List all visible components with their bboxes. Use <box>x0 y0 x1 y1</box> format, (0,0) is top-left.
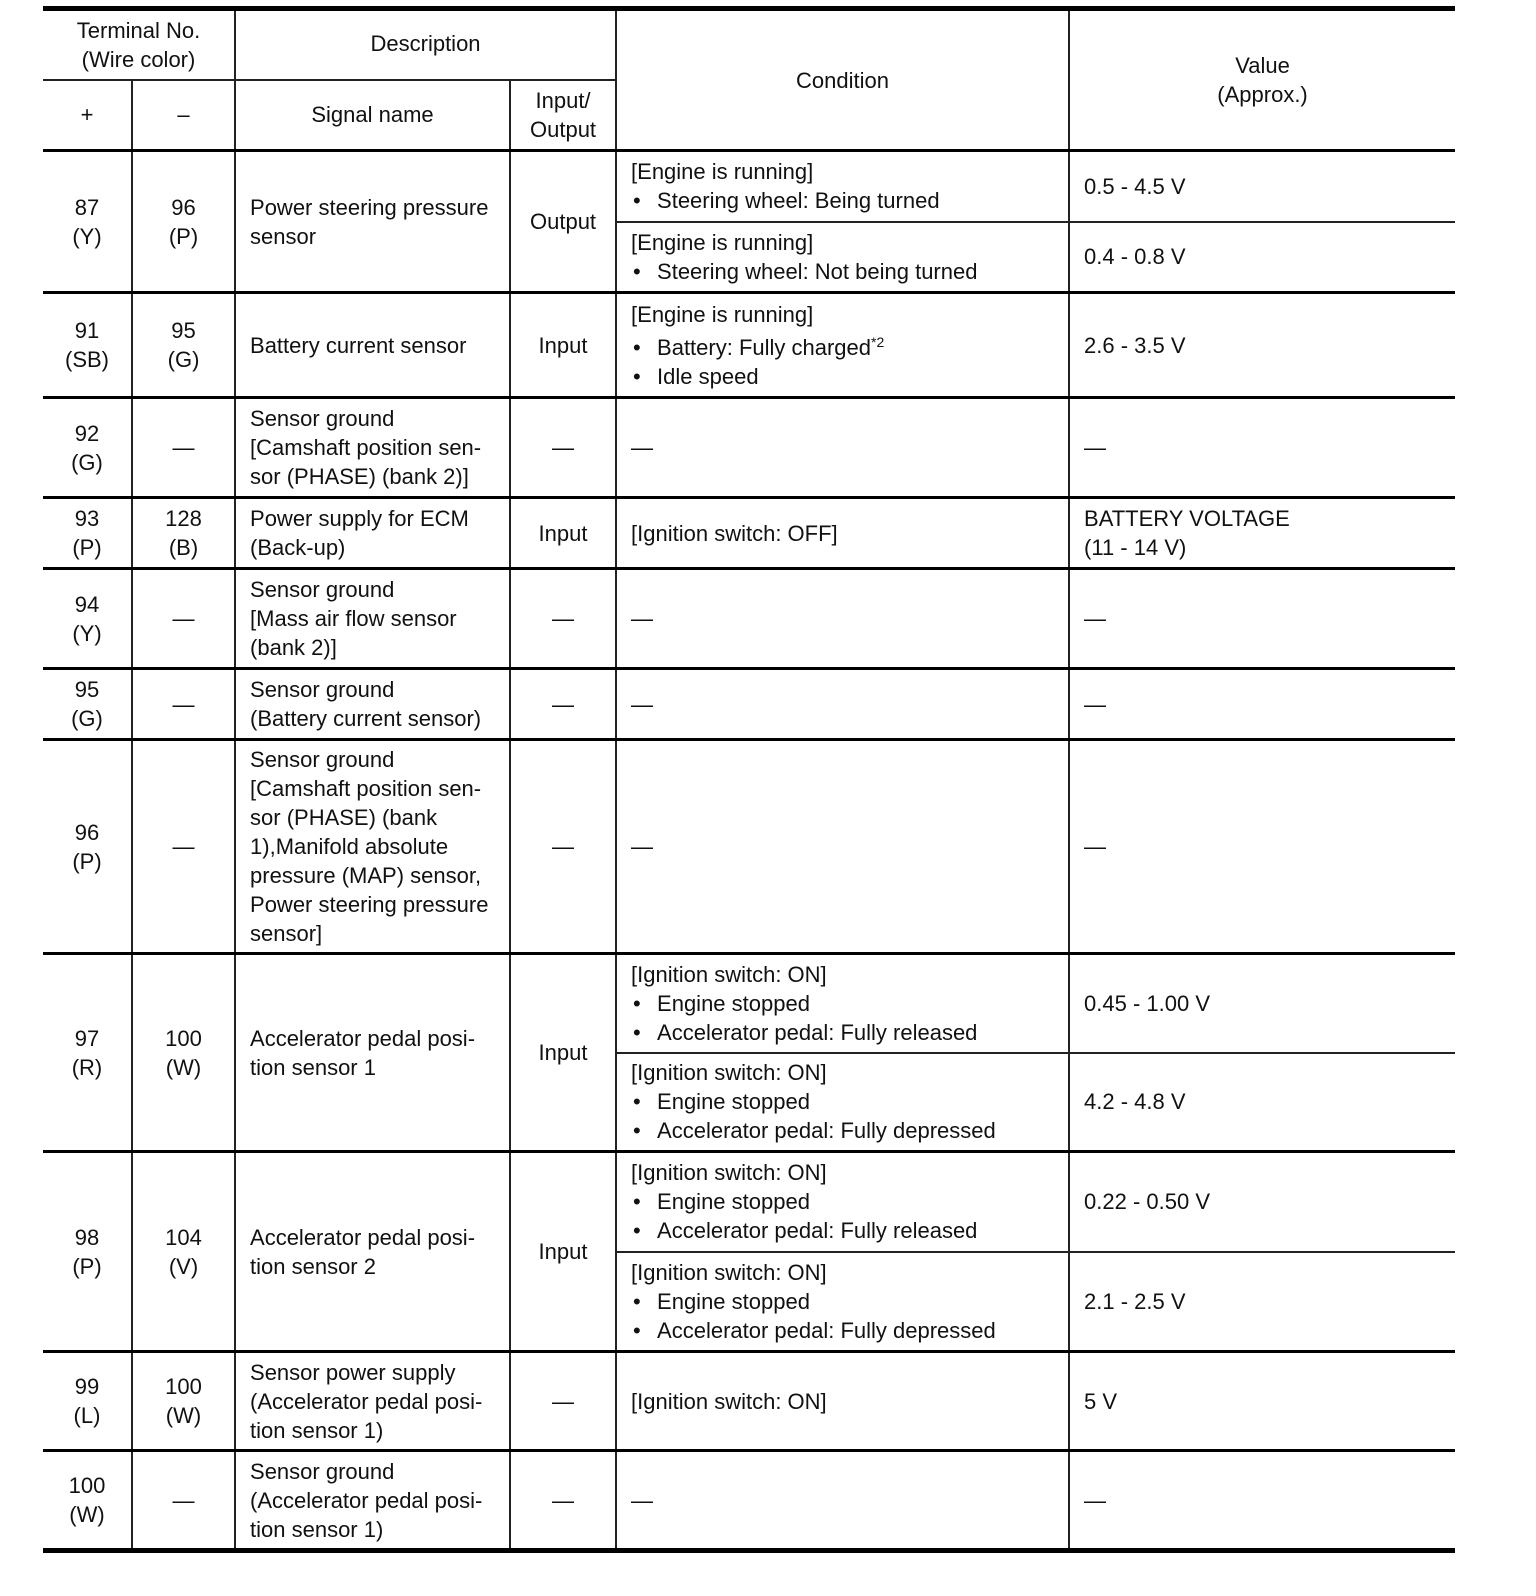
signal-name: Battery current sensor <box>235 293 510 398</box>
plus-terminal: 97 (R) <box>43 954 132 1152</box>
io-type: Output <box>510 151 616 293</box>
condition-cell: [Ignition switch: ON] • Engine stopped • Accelerator pedal: Fully released <box>616 1152 1069 1252</box>
signal-name: Accelerator pedal posi- tion sensor 1 <box>235 954 510 1152</box>
condition-cell: [Engine is running] • Steering wheel: Being turned <box>616 151 1069 222</box>
value-cell: — <box>1069 569 1455 669</box>
io-type: — <box>510 569 616 669</box>
signal-name: Sensor ground [Camshaft position sen- sor (PHASE) (bank 1),Manifold absolute pressure (MAP) sensor, Power steering pressure sensor] <box>235 740 510 954</box>
value-cell: — <box>1069 1451 1455 1551</box>
minus-terminal: — <box>132 569 235 669</box>
plus-terminal: 95 (G) <box>43 669 132 740</box>
terminal-table <box>43 6 1455 1553</box>
table-row <box>43 1152 1455 1252</box>
condition-header: Condition <box>616 9 1069 151</box>
wire-color-label: (Wire color) <box>81 46 196 72</box>
minus-terminal: 100 (W) <box>132 1352 235 1451</box>
table-row <box>43 398 1455 498</box>
value-cell: 0.5 - 4.5 V <box>1069 151 1455 222</box>
table-row <box>43 498 1455 569</box>
condition-cell: [Ignition switch: ON] • Engine stopped • Accelerator pedal: Fully depressed <box>616 1252 1069 1352</box>
minus-terminal: 128 (B) <box>132 498 235 569</box>
signal-name: Power supply for ECM (Back-up) <box>235 498 510 569</box>
table-row <box>43 669 1455 740</box>
table-row <box>43 569 1455 669</box>
value-cell: BATTERY VOLTAGE (11 - 14 V) <box>1069 498 1455 569</box>
value-cell: 0.45 - 1.00 V <box>1069 954 1455 1053</box>
io-type: Input <box>510 954 616 1152</box>
signal-name: Sensor ground [Mass air flow sensor (bank 2)] <box>235 569 510 669</box>
io-type: — <box>510 669 616 740</box>
io-label-1: Input/ <box>535 87 591 113</box>
value-cell: 4.2 - 4.8 V <box>1069 1053 1455 1152</box>
condition-cell: — <box>616 669 1069 740</box>
minus-terminal: 95 (G) <box>132 293 235 398</box>
value-cell: — <box>1069 740 1455 954</box>
io-type: — <box>510 1352 616 1451</box>
value-label: Value <box>1235 53 1290 78</box>
io-type: Input <box>510 293 616 398</box>
plus-terminal: 98 (P) <box>43 1152 132 1352</box>
terminal-header <box>43 9 235 80</box>
condition-cell: — <box>616 398 1069 498</box>
table-row <box>43 740 1455 954</box>
signal-name: Sensor power supply (Accelerator pedal posi- tion sensor 1) <box>235 1352 510 1451</box>
condition-cell: — <box>616 740 1069 954</box>
io-type: Input <box>510 498 616 569</box>
condition-cell: [Ignition switch: ON] • Engine stopped • Accelerator pedal: Fully released <box>616 954 1069 1053</box>
plus-terminal: 91 (SB) <box>43 293 132 398</box>
approx-label: (Approx.) <box>1217 82 1308 107</box>
io-type: Input <box>510 1152 616 1352</box>
io-label-2: Output <box>530 116 597 142</box>
condition-cell: — <box>616 1451 1069 1551</box>
condition-cell: [Ignition switch: OFF] <box>616 498 1069 569</box>
value-cell: 5 V <box>1069 1352 1455 1451</box>
signal-name: Sensor ground [Camshaft position sen- sor (PHASE) (bank 2)] <box>235 398 510 498</box>
value-header <box>1069 9 1455 151</box>
io-type: — <box>510 1451 616 1551</box>
table-row <box>43 151 1455 222</box>
plus-terminal: 100 (W) <box>43 1451 132 1551</box>
plus-terminal: 94 (Y) <box>43 569 132 669</box>
minus-terminal: 96 (P) <box>132 151 235 293</box>
plus-terminal: 96 (P) <box>43 740 132 954</box>
plus-header: + <box>43 80 132 151</box>
minus-header: – <box>132 80 235 151</box>
table-row <box>43 293 1455 398</box>
value-cell: 0.22 - 0.50 V <box>1069 1152 1455 1252</box>
minus-terminal: 104 (V) <box>132 1152 235 1352</box>
signal-name-header: Signal name <box>235 80 510 151</box>
signal-name: Sensor ground (Accelerator pedal posi- tion sensor 1) <box>235 1451 510 1551</box>
plus-terminal: 93 (P) <box>43 498 132 569</box>
value-cell: — <box>1069 669 1455 740</box>
table-row <box>43 954 1455 1053</box>
condition-cell: [Ignition switch: ON] <box>616 1352 1069 1451</box>
description-header: Description <box>235 9 616 80</box>
io-type: — <box>510 740 616 954</box>
value-cell: — <box>1069 398 1455 498</box>
plus-terminal: 99 (L) <box>43 1352 132 1451</box>
signal-name: Accelerator pedal posi- tion sensor 2 <box>235 1152 510 1352</box>
header-row-1 <box>43 9 1455 80</box>
minus-terminal: — <box>132 669 235 740</box>
table-row <box>43 1352 1455 1451</box>
condition-cell: [Ignition switch: ON] • Engine stopped • Accelerator pedal: Fully depressed <box>616 1053 1069 1152</box>
signal-name: Sensor ground (Battery current sensor) <box>235 669 510 740</box>
condition-cell: [Engine is running] • Battery: Fully charged$^{*2}$ • Idle speed <box>616 293 1069 398</box>
condition-cell: — <box>616 569 1069 669</box>
condition-cell: [Engine is running] • Steering wheel: Not being turned <box>616 222 1069 293</box>
table-row <box>43 1451 1455 1551</box>
io-type: — <box>510 398 616 498</box>
terminal-no-label: Terminal No. <box>76 17 201 43</box>
io-header <box>510 80 616 151</box>
minus-terminal: — <box>132 1451 235 1551</box>
signal-name: Power steering pressure sensor <box>235 151 510 293</box>
plus-terminal: 92 (G) <box>43 398 132 498</box>
value-cell: 2.1 - 2.5 V <box>1069 1252 1455 1352</box>
value-cell: 0.4 - 0.8 V <box>1069 222 1455 293</box>
minus-terminal: — <box>132 740 235 954</box>
plus-terminal: 87 (Y) <box>43 151 132 293</box>
minus-terminal: — <box>132 398 235 498</box>
minus-terminal: 100 (W) <box>132 954 235 1152</box>
value-cell: 2.6 - 3.5 V <box>1069 293 1455 398</box>
